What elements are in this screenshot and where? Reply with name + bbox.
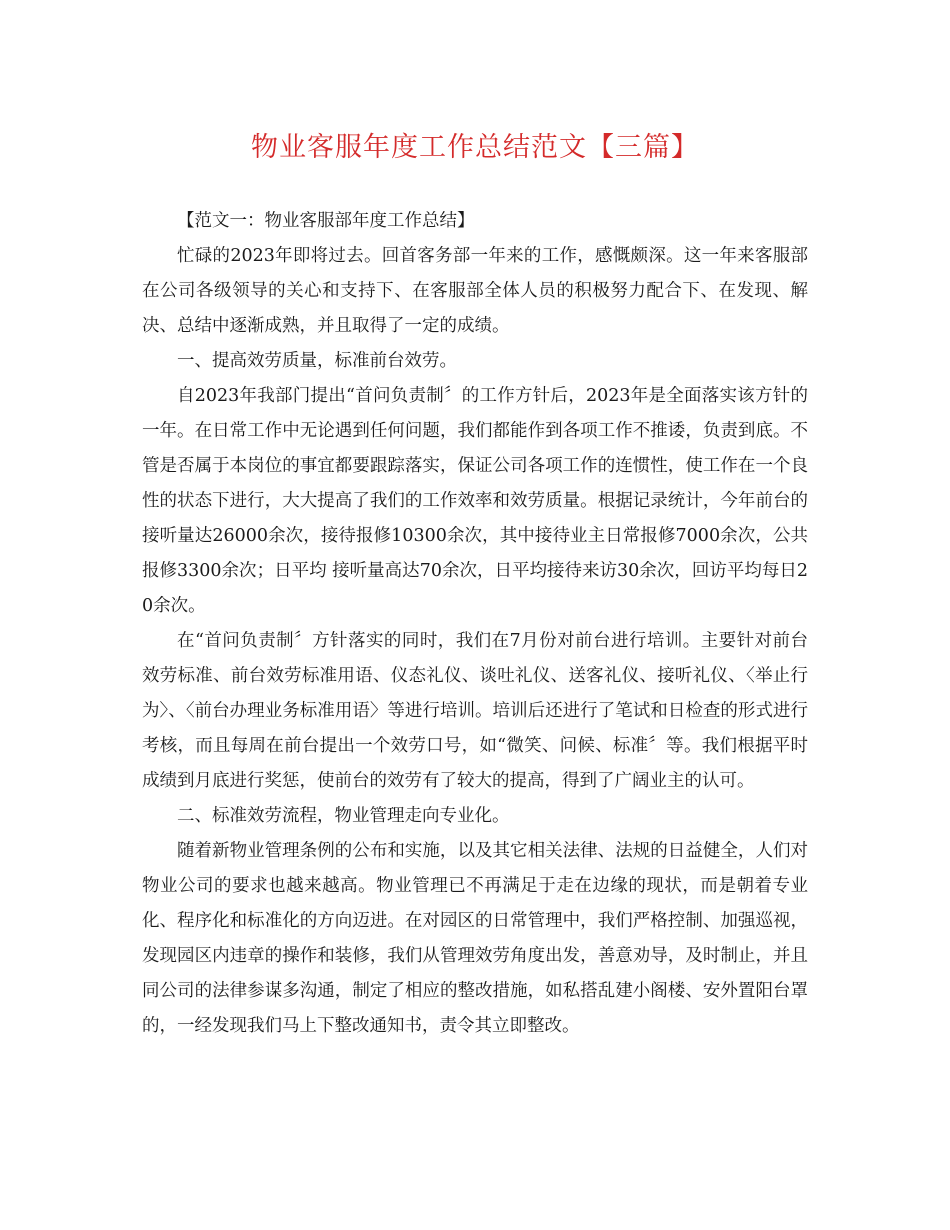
section-heading-two: 二、标准效劳流程，物业管理走向专业化。: [177, 806, 510, 826]
section-heading-one: 一、提高效劳质量，标准前台效劳。: [177, 351, 457, 371]
training-paragraph: 在“首问负责制〞方针落实的同时，我们在7月份对前台进行培训。主要针对前台效劳标准、前台效劳标准用语、仪态礼仪、谈吐礼仪、送客礼仪、接听礼仪、〈举止行为〉、〈前台办理业务标准用语〉等进行培训。培训后还进行了笔试和日检查的形式进行考核，而且每周在前台提出一个效劳口号，如“微笑、问候、标准〞等。我们根据平时成绩到月底进行奖惩，使前台的效劳有了较大的提高，得到了广阔业主的认可。: [142, 631, 808, 791]
statistics-paragraph: 自2023年我部门提出“首问负责制〞的工作方针后，2023年是全面落实该方针的一年。在日常工作中无论遇到任何问题，我们都能作到各项工作不推诿，负责到底。不管是否属于本岗位的事宜都要跟踪落实，保证公司各项工作的连惯性，使工作在一个良性的状态下进行，大大提高了我们的工作效率和效劳质量。根据记录统计，今年前台的 接听量达26000余次，接待报修10300余次，其中接待业主日常报修7000余次，公共报修3300余次；日平均 接听量高达70余次，日平均接待来访30余次，回访平均每日20余次。: [142, 386, 808, 616]
document-title: 物业客服年度工作总结范文【三篇】: [251, 132, 699, 163]
section-heading-sample-one: 【范文一：物业客服部年度工作总结】: [177, 211, 475, 231]
document-body: [142, 204, 808, 1044]
management-paragraph: 随着新物业管理条例的公布和实施，以及其它相关法律、法规的日益健全，人们对物业公司的要求也越来越高。物业管理已不再满足于走在边缘的现状，而是朝着专业化、程序化和标准化的方向迈进。在对园区的日常管理中，我们严格控制、加强巡视，发现园区内违章的操作和装修，我们从管理效劳角度出发，善意劝导，及时制止，并且同公司的法律参谋多沟通，制定了相应的整改措施，如私搭乱建小阁楼、安外置阳台罩的，一经发现我们马上下整改通知书，责令其立即整改。: [142, 841, 808, 1036]
intro-paragraph: 忙碌的2023年即将过去。回首客务部一年来的工作，感慨颇深。这一年来客服部在公司各级领导的关心和支持下、在客服部全体人员的积极努力配合下、在发现、解决、总结中逐渐成熟，并且取得了一定的成绩。: [142, 246, 808, 336]
